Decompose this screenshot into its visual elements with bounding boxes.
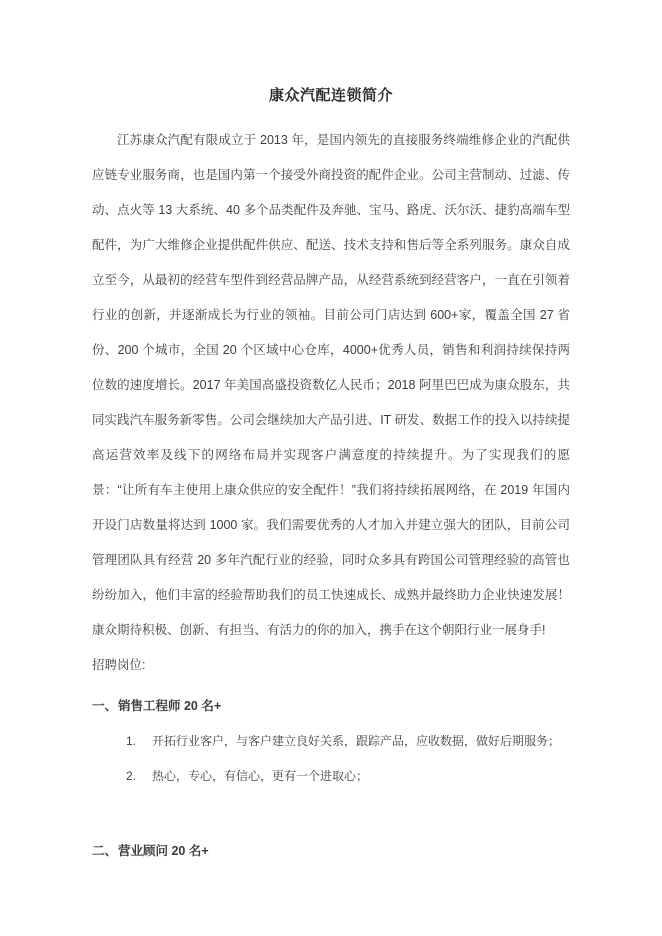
list-item: [92, 834, 570, 869]
intro-paragraph: 江苏康众汽配有限成立于 2013 年，是国内领先的直接服务终端维修企业的汽配供应链专业服务商，也是国内第一个接受外商投资的配件企业。公司主营制动、过滤、传动、点火等 13 大系统、40 多个品类配件及奔驰、宝马、路虎、沃尔沃、捷豹高端车型配件，为广大维修企业提供配件供应、配送、技术支持和售后等全系列服务。康众自成立至今，从最初的经营车型件到经营品牌产品，从经营系统到经营客户，一直在引领着行业的创新，并逐渐成长为行业的领袖。目前公司门店达到 600+家，覆盖全国 27 省份、200 个城市，全国 20 个区域中心仓库，4000+优秀人员，销售和利润持续保持两位数的速度增长。2017 年美国高盛投资数亿人民币；2018 阿里巴巴成为康众股东，共同实践汽车服务新零售。公司会继续加大产品引进、IT 研发、数据工作的投入以持续提高运营效率及线下的网络布局并实现客户满意度的持续提升。为了实现我们的愿景：“让所有车主使用上康众供应的安全配件！”我们将持续拓展网络，在 2019 年国内开设门店数量将达到 1000 家。我们需要优秀的人才加入并建立强大的团队，目前公司管理团队具有经营 20 多年汽配行业的经验，同时众多具有跨国公司管理经验的高管也纷纷加入，他们丰富的经验帮助我们的员工快速成长、成熟并最终助力企业快速发展！康众期待积极、创新、有担当、有活力的你的加入，携手在这个朝阳行业一展身手!: [92, 133, 570, 637]
list-marker: 2.: [126, 769, 137, 783]
requirement-text: 开拓行业客户，与客户建立良好关系，跟踪产品，应收数据，做好后期服务；: [152, 734, 561, 748]
list-marker: 1.: [126, 734, 137, 748]
position-title: 营业顾问 20 名+: [118, 844, 209, 858]
requirement-wrapper: [126, 724, 570, 794]
list-marker: 一、: [92, 699, 118, 713]
list-item: [126, 724, 570, 759]
list-item: [126, 759, 570, 794]
list-item: [92, 689, 570, 794]
position-group-2: [92, 834, 570, 869]
requirement-text: 热心，专心，有信心，更有一个进取心；: [152, 769, 369, 783]
position-group-1: [92, 689, 570, 794]
list-marker: 二、: [92, 844, 118, 858]
requirement-list: [126, 724, 570, 794]
document-body: [92, 0, 570, 869]
position-title: 销售工程师 20 名+: [118, 699, 222, 713]
position-list-1: [92, 689, 570, 794]
position-list-2: [92, 834, 570, 869]
recruitment-label: 招聘岗位:: [92, 658, 146, 672]
page-title: 康众汽配连锁简介: [268, 87, 393, 104]
